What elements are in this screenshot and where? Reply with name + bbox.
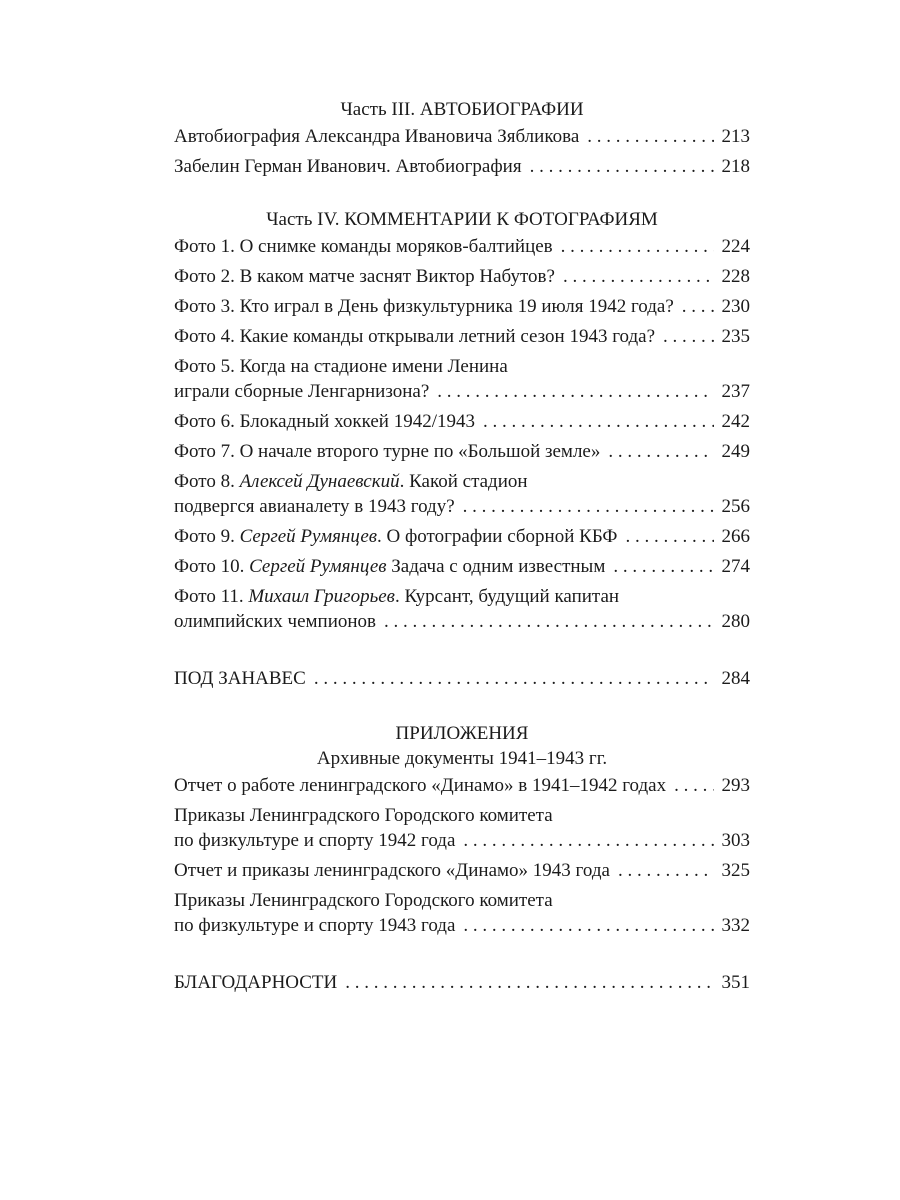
dot-leader [463,494,714,519]
dot-leader [563,264,714,289]
toc-entry[interactable] [174,324,750,349]
entry-page: 213 [721,126,750,147]
table-of-contents [174,97,750,995]
toc-entry[interactable] [174,409,750,434]
dot-leader [345,970,714,995]
entry-page: 293 [721,775,750,796]
toc-entry[interactable] [174,469,750,519]
entry-page: 235 [721,326,750,347]
toc-entry[interactable] [174,773,750,798]
dot-leader [437,379,714,404]
entry-page: 218 [721,156,750,177]
toc-entry[interactable] [174,294,750,319]
dot-leader [587,124,714,149]
entry-title [174,554,605,579]
entry-title: Фото 2. В каком матче заснят Виктор Набутов? [174,266,555,287]
dot-leader [463,828,714,853]
entry-page: 256 [721,496,750,517]
dot-leader [384,609,714,634]
entry-title: олимпийских чемпионов [174,611,376,632]
entry-title: подвергся авианалету в 1943 году? [174,496,455,517]
dot-leader [682,294,714,319]
toc-entry[interactable] [174,803,750,853]
entry-suffix: . Курсант, будущий капитан [394,586,620,607]
entry-suffix: Задача с одним известным [386,556,606,577]
entry-page: 280 [721,611,750,632]
toc-entry[interactable] [174,888,750,938]
entry-prefix: Фото 8. [174,471,240,492]
entry-page: 325 [721,860,750,881]
entry-suffix: . О фотографии сборной КБФ [377,526,618,547]
entry-title: Фото 4. Какие команды открывали летний сезон 1943 года? [174,326,656,347]
toc-entry[interactable] [174,354,750,404]
entry-title-line1: Приказы Ленинградского Городского комитета [174,805,553,826]
toc-entry[interactable] [174,666,750,691]
dot-leader [618,858,714,883]
entry-prefix: Фото 9. [174,526,240,547]
entry-author: Михаил Григорьев [248,586,395,607]
entry-page: 230 [721,296,750,317]
part4-title: Часть IV. КОММЕНТАРИИ К ФОТОГРАФИЯМ [266,209,658,230]
entry-title: по физкультуре и спорту 1943 года [174,915,456,936]
dot-leader [561,234,714,259]
appendix-subtitle: Архивные документы 1941–1943 гг. [316,748,608,769]
toc-entry[interactable] [174,554,750,579]
entry-page: 228 [721,266,750,287]
part3-title: Часть III. АВТОБИОГРАФИИ [340,99,584,120]
entry-title: по физкультуре и спорту 1942 года [174,830,456,851]
entry-prefix: Фото 10. [174,556,250,577]
entry-suffix: . Какой стадион [399,471,528,492]
dot-leader [314,666,714,691]
entry-title: БЛАГОДАРНОСТИ [174,972,338,993]
entry-page: 332 [721,915,750,936]
entry-page: 351 [721,972,750,993]
toc-entry[interactable] [174,439,750,464]
toc-entry[interactable] [174,264,750,289]
entry-title: Фото 7. О начале второго турне по «Большой земле» [174,441,601,462]
entry-title: ПОД ЗАНАВЕС [174,668,306,689]
dot-leader [674,773,714,798]
entry-title-line1: Фото 5. Когда на стадионе имени Ленина [174,356,508,377]
toc-entry[interactable] [174,584,750,634]
entry-title: Отчет о работе ленинградского «Динамо» в 1941–1942 годах [174,775,667,796]
toc-entry[interactable] [174,970,750,995]
toc-entry[interactable] [174,154,750,179]
toc-entry[interactable] [174,858,750,883]
dot-leader [530,154,714,179]
entry-page: 224 [721,236,750,257]
toc-entry[interactable] [174,124,750,149]
entry-title: Фото 1. О снимке команды моряков-балтийцев [174,236,553,257]
appendix-title: ПРИЛОЖЕНИЯ [395,723,529,744]
entry-title [174,524,617,549]
entry-page: 303 [721,830,750,851]
entry-title-line1: Приказы Ленинградского Городского комитета [174,890,553,911]
dot-leader [608,439,714,464]
entry-page: 249 [721,441,750,462]
entry-author: Сергей Румянцев [249,556,387,577]
entry-page: 284 [721,668,750,689]
dot-leader [625,524,714,549]
toc-entry[interactable] [174,234,750,259]
dot-leader [483,409,714,434]
entry-title: Фото 3. Кто играл в День физкультурника 19 июля 1942 года? [174,296,674,317]
entry-title-line1 [174,469,750,494]
entry-author: Сергей Румянцев [239,526,378,547]
entry-title-line1 [174,584,750,609]
entry-page: 237 [721,381,750,402]
dot-leader [663,324,714,349]
entry-prefix: Фото 11. [174,586,249,607]
entry-author: Алексей Дунаевский [239,471,400,492]
dot-leader [463,913,714,938]
toc-entry[interactable] [174,524,750,549]
entry-page: 266 [721,526,750,547]
entry-page: 274 [721,556,750,577]
entry-page: 242 [721,411,750,432]
entry-title: играли сборные Ленгарнизона? [174,381,430,402]
entry-title: Автобиография Александра Ивановича Зябликова [174,126,580,147]
entry-title: Отчет и приказы ленинградского «Динамо» 1943 года [174,860,610,881]
dot-leader [613,554,714,579]
entry-title: Фото 6. Блокадный хоккей 1942/1943 [174,411,475,432]
entry-title: Забелин Герман Иванович. Автобиография [174,156,522,177]
